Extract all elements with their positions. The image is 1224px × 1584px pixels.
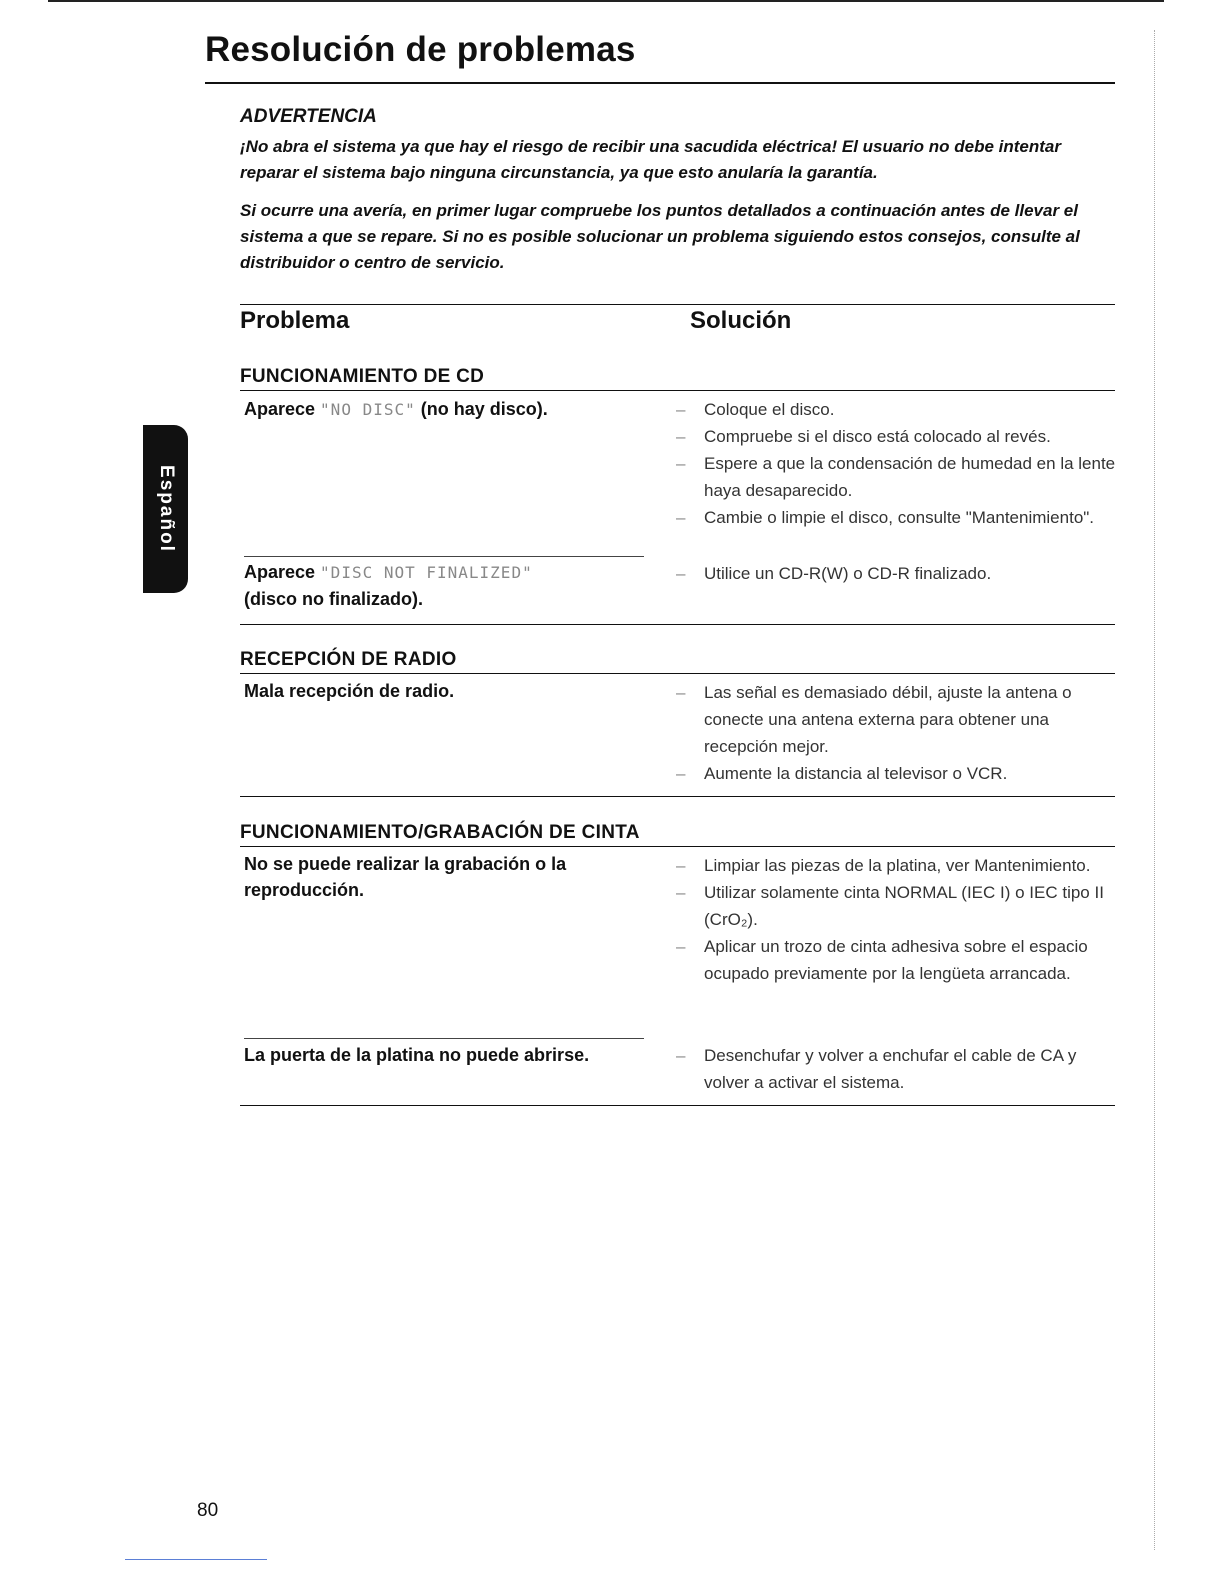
solution-item: – Limpiar las piezas de la platina, ver Mantenimiento. — [676, 856, 1091, 875]
problem-prefix: Aparece — [244, 562, 321, 582]
problem-no-disc — [244, 396, 644, 423]
bottom-blue-rule — [125, 1559, 267, 1560]
section-end-rule — [240, 1105, 1115, 1106]
section-title: RECEPCIÓN DE RADIO — [240, 649, 457, 670]
section-rule — [240, 673, 1115, 674]
solution-item: – Utilice un CD-R(W) o CD-R finalizado. — [676, 564, 992, 583]
warning-paragraph-1: ¡No abra el sistema ya que hay el riesgo de recibir una sacudida eléctrica! El usuario no debe intentar reparar el sistema bajo ninguna circunstancia, ya que esto anularía la garantía. — [240, 137, 1061, 182]
section-cd — [240, 364, 1115, 391]
margin-dots — [1154, 30, 1155, 1550]
problem-no-recording: No se puede realizar la grabación o la reproducción. — [244, 854, 567, 900]
row-separator — [244, 556, 644, 557]
section-title: FUNCIONAMIENTO DE CD — [240, 366, 485, 387]
solution-item: – Cambie o limpie el disco, consulte "Mantenimiento". — [676, 508, 1095, 527]
section-title: FUNCIONAMIENTO/GRABACIÓN DE CINTA — [240, 822, 640, 843]
problem-suffix: (no hay disco). — [415, 399, 548, 419]
solution-item: – Desenchufar y volver a enchufar el cable de CA y volver a activar el sistema. — [676, 1046, 1077, 1092]
language-side-tab — [143, 425, 188, 593]
problem-door-wont-open: La puerta de la platina no puede abrirse. — [244, 1045, 590, 1065]
row-separator — [244, 1038, 644, 1039]
column-header-solution: Solución — [690, 307, 792, 334]
section-radio — [240, 647, 1115, 674]
column-header-problem: Problema — [240, 307, 350, 334]
solution-item: – Las señal es demasiado débil, ajuste la antena o conecte una antena externa para obtener una recepción mejor. — [676, 683, 1072, 756]
solution-item: – Compruebe si el disco está colocado al revés. — [676, 427, 1051, 446]
section-end-rule — [240, 624, 1115, 625]
problem-bad-reception: Mala recepción de radio. — [244, 681, 455, 701]
page-title: Resolución de problemas — [205, 30, 636, 69]
solution-list — [676, 1042, 1116, 1096]
lcd-display-text: "DISC NOT FINALIZED" — [320, 563, 533, 582]
section-rule — [240, 846, 1115, 847]
solution-item: – Coloque el disco. — [676, 400, 835, 419]
solution-list — [676, 560, 1116, 587]
column-header-rule — [240, 304, 1115, 305]
problem-disc-not-finalized — [244, 559, 644, 612]
solution-list — [676, 679, 1116, 787]
lcd-display-text: "NO DISC" — [320, 400, 416, 419]
solution-item: – Utilizar solamente cinta NORMAL (IEC I) o IEC tipo II (CrO₂). — [676, 883, 1104, 929]
warning-paragraph-2: Si ocurre una avería, en primer lugar compruebe los puntos detallados a continuación antes de llevar el sistema a que se repare. Si no es posible solucionar un problema siguiendo estos consejos, consulte al distribuidor o centro de servicio. — [240, 201, 1080, 272]
language-label: Español — [155, 465, 177, 553]
warning-label: ADVERTENCIA — [240, 106, 377, 127]
section-tape — [240, 820, 1115, 847]
problem-suffix: (disco no finalizado). — [244, 589, 423, 609]
page-number: 80 — [197, 1500, 219, 1521]
top-rule — [48, 0, 1164, 2]
solution-list — [676, 852, 1116, 987]
solution-item: – Aumente la distancia al televisor o VCR. — [676, 764, 1008, 783]
solution-item: – Espere a que la condensación de humedad en la lente haya desaparecido. — [676, 454, 1116, 500]
title-rule — [205, 82, 1115, 84]
solution-item: – Aplicar un trozo de cinta adhesiva sobre el espacio ocupado previamente por la lengüeta arrancada. — [676, 937, 1088, 983]
section-rule — [240, 390, 1115, 391]
solution-list — [676, 396, 1116, 531]
problem-prefix: Aparece — [244, 399, 321, 419]
section-end-rule — [240, 796, 1115, 797]
